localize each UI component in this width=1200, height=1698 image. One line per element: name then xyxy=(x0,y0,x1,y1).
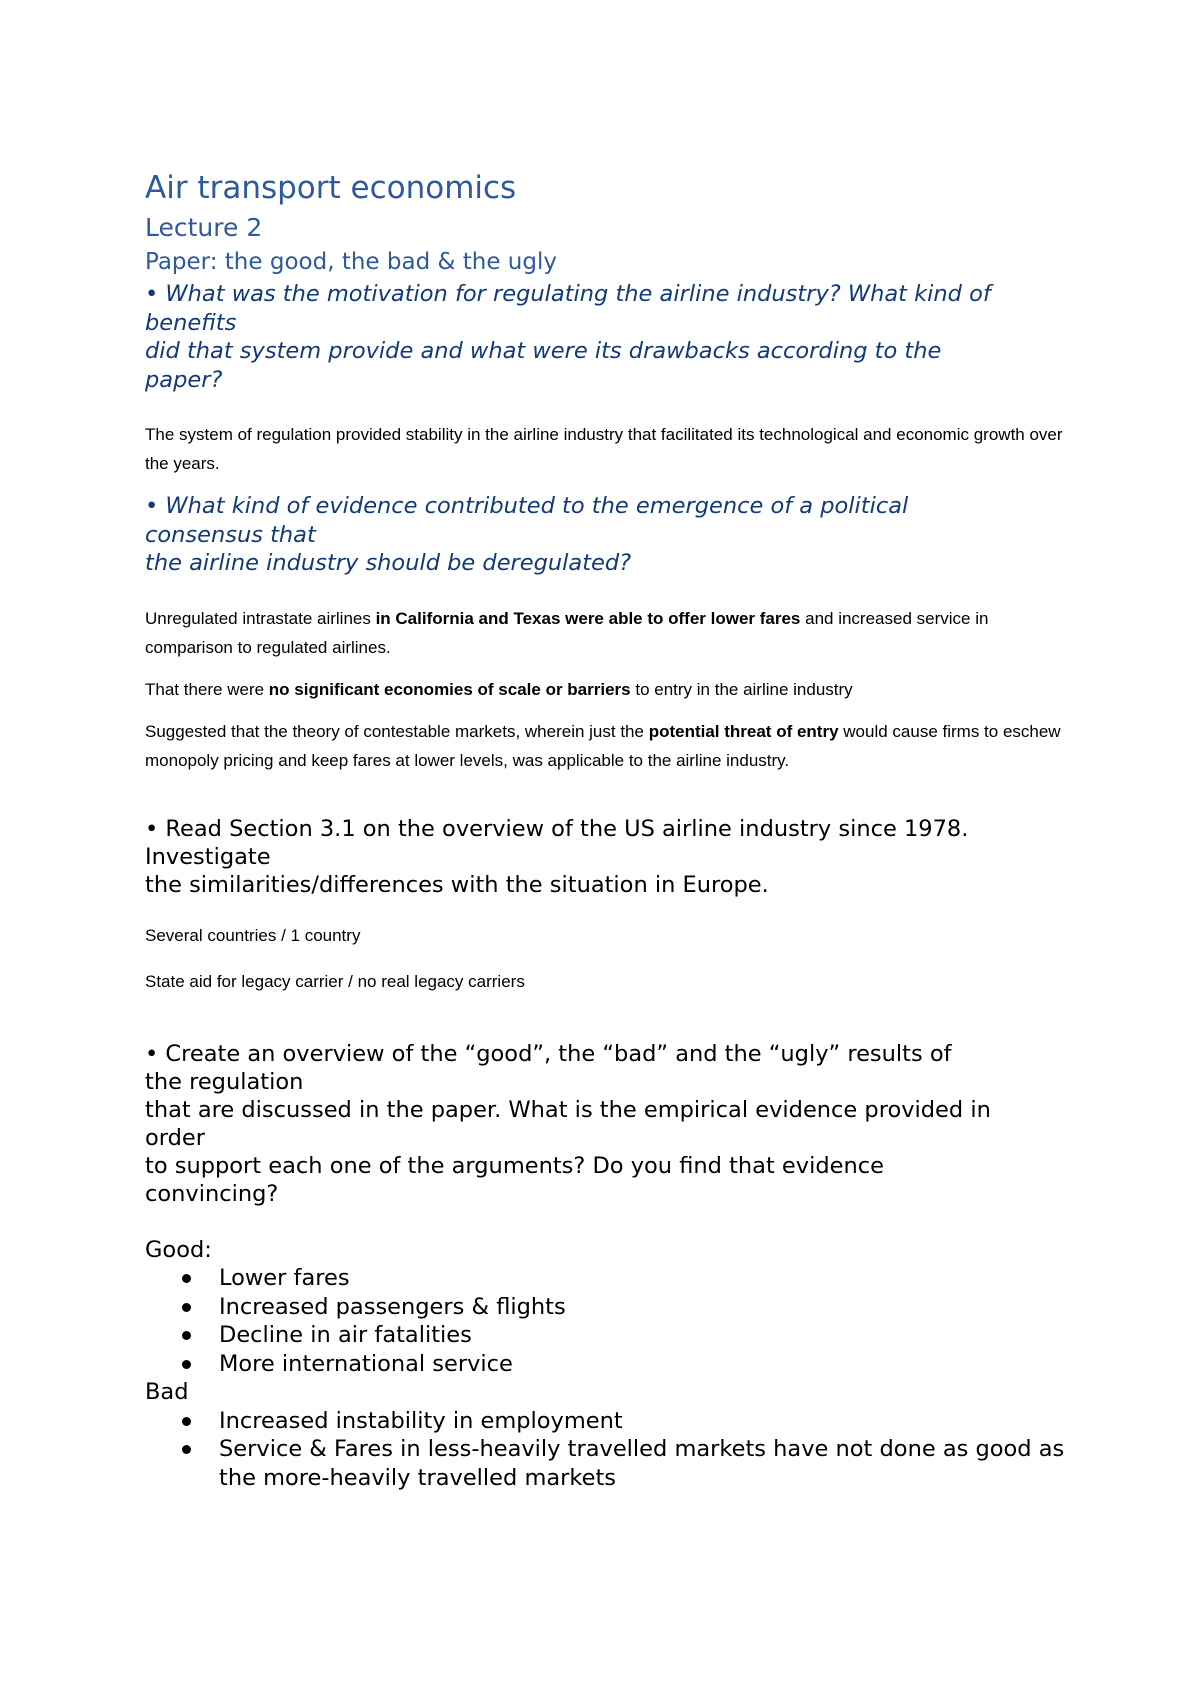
question-3-line: • Read Section 3.1 on the overview of the US airline industry since 1978. xyxy=(145,815,969,842)
emphasis-text: no significant economies of scale or barriers xyxy=(268,679,631,699)
bullet-icon xyxy=(182,1417,191,1426)
paper-heading: Paper: the good, the bad & the ugly xyxy=(145,249,557,275)
question-1-line: benefits xyxy=(145,309,237,336)
emphasis-text: in California and Texas were able to offer lower fares xyxy=(375,608,801,628)
question-2-line: the airline industry should be deregulated? xyxy=(145,550,632,576)
list-item-text: Lower fares xyxy=(219,1265,350,1291)
list-item-text: Decline in air fatalities xyxy=(219,1322,472,1348)
bullet-icon xyxy=(182,1331,191,1340)
good-list xyxy=(145,1264,1075,1378)
list-item-text: Service & Fares in less-heavily travelled markets have not done as good as the more-heavily travelled markets xyxy=(219,1436,1065,1491)
question-1-line: did that system provide and what were its drawbacks according to the xyxy=(145,338,942,364)
answer-2-paragraph-3 xyxy=(145,717,1075,775)
answer-2-paragraph-1 xyxy=(145,604,1075,662)
question-1 xyxy=(145,280,1075,394)
document-title: Air transport economics xyxy=(145,170,517,206)
bullet-icon xyxy=(182,1303,191,1312)
list-item xyxy=(145,1350,1075,1379)
question-4-line: to support each one of the arguments? Do you find that evidence xyxy=(145,1152,884,1179)
question-3-line: the similarities/differences with the situation in Europe. xyxy=(145,871,769,898)
bad-heading: Bad xyxy=(145,1379,189,1405)
question-2-line: consensus that xyxy=(145,521,316,548)
text-run: That there were xyxy=(145,679,269,699)
question-4-line: order xyxy=(145,1124,205,1151)
document-body xyxy=(145,168,1075,1492)
question-4-line: convincing? xyxy=(145,1180,279,1207)
emphasis-text: potential threat of entry xyxy=(648,721,839,741)
bullet-icon xyxy=(182,1445,191,1454)
list-item xyxy=(145,1321,1075,1350)
answer-1: The system of regulation provided stability in the airline industry that facilitated its technological and economic growth over the years. xyxy=(145,425,1063,473)
question-2-line: • What kind of evidence contributed to the emergence of a political xyxy=(145,493,909,519)
question-4-line: • Create an overview of the “good”, the “bad” and the “ugly” results of xyxy=(145,1040,952,1067)
question-4-line: that are discussed in the paper. What is the empirical evidence provided in xyxy=(145,1096,991,1123)
list-item xyxy=(145,1435,1075,1492)
question-1-line: paper? xyxy=(145,366,223,393)
answer-3-line-1: Several countries / 1 country xyxy=(145,925,361,945)
question-2 xyxy=(145,492,1075,578)
answer-2-paragraph-2 xyxy=(145,675,1075,704)
list-item-text: Increased instability in employment xyxy=(219,1407,623,1434)
list-item xyxy=(145,1264,1075,1293)
lecture-heading: Lecture 2 xyxy=(145,213,263,242)
question-4 xyxy=(145,1040,1075,1208)
bullet-icon xyxy=(182,1360,191,1369)
answer-3-line-2: State aid for legacy carrier / no real legacy carriers xyxy=(145,971,525,991)
list-item xyxy=(145,1407,1075,1436)
question-3 xyxy=(145,815,1075,899)
question-4-line: the regulation xyxy=(145,1068,304,1095)
bullet-icon xyxy=(182,1274,191,1283)
text-run: to entry in the airline industry xyxy=(630,679,853,699)
list-item-text: Increased passengers & flights xyxy=(219,1293,566,1320)
question-1-line: • What was the motivation for regulating the airline industry? What kind of xyxy=(145,281,991,307)
good-heading: Good: xyxy=(145,1236,212,1263)
list-item xyxy=(145,1293,1075,1322)
text-run: Suggested that the theory of contestable markets, wherein just the xyxy=(145,721,649,741)
text-run: Unregulated intrastate airlines xyxy=(145,608,376,628)
text-run: would cause firms to eschew monopoly pricing and keep fares at lower levels, was applicable to the airline industry. xyxy=(145,721,1061,770)
question-3-line: Investigate xyxy=(145,843,271,870)
text-run: and increased service in comparison to regulated airlines. xyxy=(145,608,989,657)
list-item-text: More international service xyxy=(219,1350,513,1377)
bad-list xyxy=(145,1407,1075,1493)
